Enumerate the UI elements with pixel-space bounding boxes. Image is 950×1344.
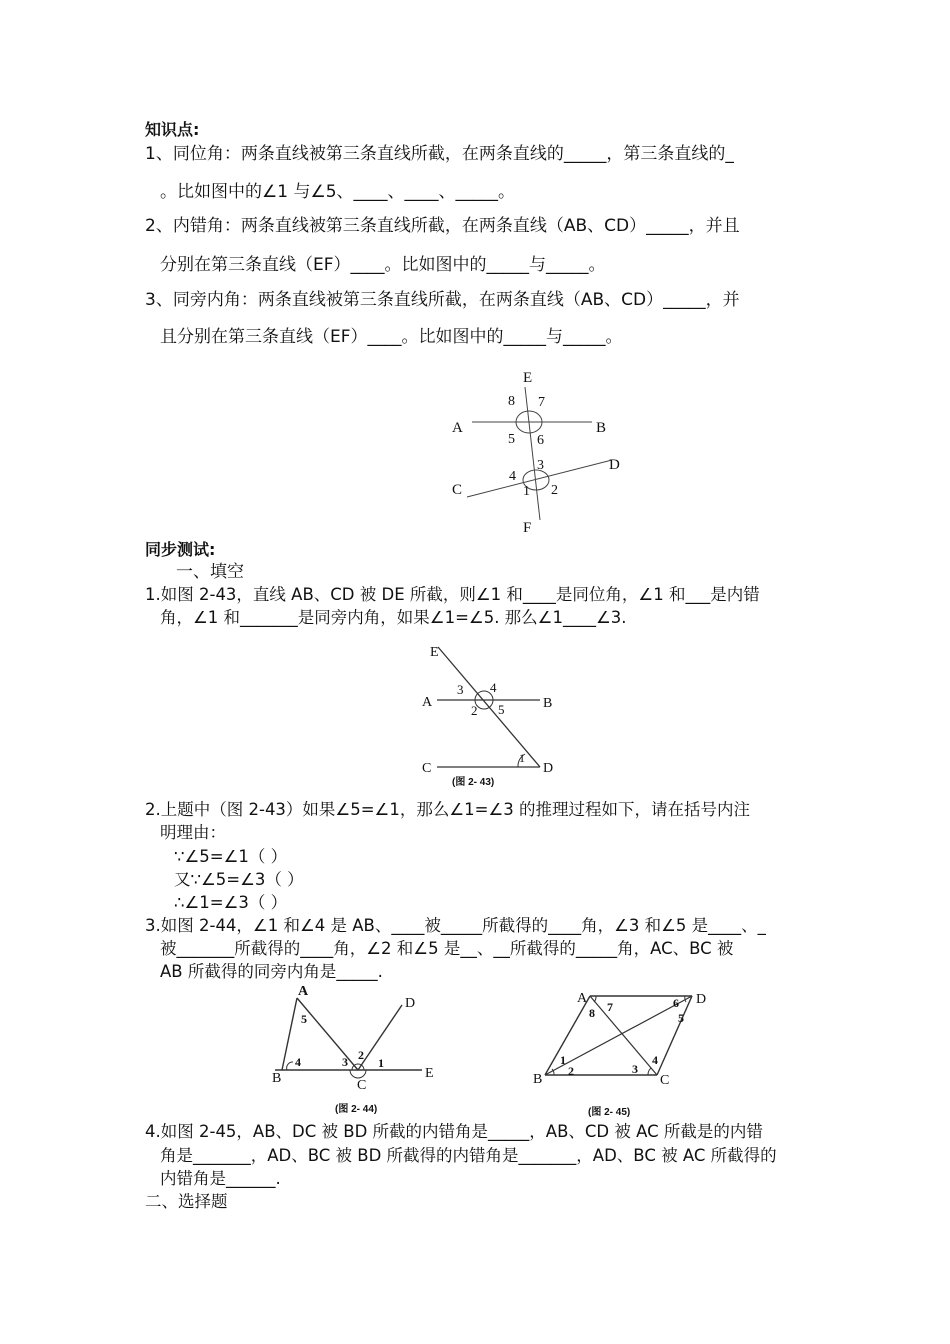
figure-2-45 xyxy=(530,985,730,1120)
angle-4: 4 xyxy=(652,1053,658,1067)
angle-2: 2 xyxy=(551,483,558,498)
label-C: C xyxy=(422,761,432,776)
label-B: B xyxy=(533,1072,543,1087)
subheading-choice: 二、选择题 xyxy=(145,1192,228,1211)
q3-line3: AB 所截得的同旁内角是_____. xyxy=(160,962,383,981)
q1-line2: 角，∠1 和_______是同旁内角，如果∠1=∠5. 那么∠1____∠3. xyxy=(160,608,627,627)
item2-line1: 2、内错角：两条直线被第三条直线所截，在两条直线（AB、CD）_____，并且 xyxy=(145,216,740,236)
q2-step1: ∵∠5=∠1（ ） xyxy=(174,847,288,866)
angle-3: 3 xyxy=(457,682,464,697)
angle-5: 5 xyxy=(498,702,505,717)
angle-3: 3 xyxy=(632,1062,638,1076)
label-E: E xyxy=(425,1066,434,1081)
angle-3: 3 xyxy=(342,1055,348,1069)
label-C: C xyxy=(357,1078,367,1093)
label-D: D xyxy=(696,992,707,1007)
q3-line1: 3.如图 2-44，∠1 和∠4 是 AB、____被_____所截得的____角，∠3 和∠5 是____、_ xyxy=(145,916,766,935)
label-D: D xyxy=(405,996,416,1011)
angle-5: 5 xyxy=(508,432,515,447)
label-A: A xyxy=(422,695,433,710)
figure-2-43 xyxy=(415,642,565,794)
angle-7: 7 xyxy=(538,395,545,410)
label-A: A xyxy=(298,984,309,999)
angle-7: 7 xyxy=(607,1000,613,1014)
item3-line1: 3、同旁内角：两条直线被第三条直线所截，在两条直线（AB、CD）_____，并 xyxy=(145,290,740,310)
label-A: A xyxy=(577,991,588,1006)
figure-2-44 xyxy=(265,980,450,1120)
angle-3: 3 xyxy=(537,458,544,473)
figure-caption: (图 2- 45) xyxy=(588,1107,631,1118)
label-C: C xyxy=(452,482,463,498)
angle-2: 2 xyxy=(358,1048,364,1062)
angle-8: 8 xyxy=(589,1006,595,1020)
q2-line2: 明理由： xyxy=(160,823,226,842)
angle-8: 8 xyxy=(508,394,515,409)
label-B: B xyxy=(543,696,553,711)
label-E: E xyxy=(430,645,439,660)
label-F: F xyxy=(523,520,532,536)
angle-4: 4 xyxy=(509,469,516,484)
item2-line2: 分别在第三条直线（EF）____。比如图中的_____与_____。 xyxy=(160,255,606,275)
q1-line1: 1.如图 2-43，直线 AB、CD 被 DE 所截，则∠1 和____是同位角，∠1 和___是内错 xyxy=(145,585,760,604)
angle-6: 6 xyxy=(537,433,544,448)
angle-1: 1 xyxy=(523,484,530,499)
angle-5: 5 xyxy=(301,1012,307,1026)
item1-line2: 。比如图中的∠1 与∠5、____、____、_____。 xyxy=(160,182,516,202)
q3-line2: 被_______所截得的____角，∠2 和∠5 是__、__所截得的_____角，AC、BC 被 xyxy=(160,939,734,958)
item3-line2: 且分别在第三条直线（EF）____。比如图中的_____与_____。 xyxy=(160,327,623,347)
q2-line1: 2.上题中（图 2-43）如果∠5=∠1，那么∠1=∠3 的推理过程如下，请在括号内注 xyxy=(145,800,750,819)
figure-caption: (图 2- 44) xyxy=(335,1104,378,1115)
label-A: A xyxy=(452,420,463,436)
figure-parallel-lines xyxy=(440,362,640,542)
label-D: D xyxy=(609,457,620,473)
angle-5: 5 xyxy=(678,1011,684,1025)
angle-1: 1 xyxy=(519,751,525,765)
label-B: B xyxy=(272,1071,282,1086)
label-C: C xyxy=(660,1073,670,1088)
angle-2: 2 xyxy=(568,1064,574,1078)
q4-line3: 内错角是______. xyxy=(160,1169,281,1188)
subheading-fill: 一、填空 xyxy=(176,562,244,582)
figure-caption: (图 2- 43) xyxy=(452,777,495,788)
section-heading-test: 同步测试: xyxy=(145,540,216,559)
angle-6: 6 xyxy=(673,996,679,1010)
item1-line1: 1、同位角：两条直线被第三条直线所截，在两条直线的_____，第三条直线的_ xyxy=(145,144,734,164)
label-E: E xyxy=(523,370,533,386)
angle-4: 4 xyxy=(295,1055,301,1069)
q4-line1: 4.如图 2-45，AB、DC 被 BD 所截的内错角是_____，AB、CD 被 AC 所截是的内错 xyxy=(145,1122,763,1141)
label-D: D xyxy=(543,761,554,776)
angle-1: 1 xyxy=(560,1053,566,1067)
angle-4: 4 xyxy=(490,680,497,695)
q2-step3: ∴∠1=∠3（ ） xyxy=(174,893,288,912)
angle-1: 1 xyxy=(378,1056,384,1070)
q2-step2: 又∵∠5=∠3（ ） xyxy=(174,870,304,889)
q4-line2: 角是_______，AD、BC 被 BD 所截得的内错角是_______，AD、BC 被 AC 所截得的 xyxy=(160,1146,777,1165)
angle-2: 2 xyxy=(471,703,478,718)
label-B: B xyxy=(596,420,607,436)
section-heading-knowledge: 知识点: xyxy=(145,120,200,139)
